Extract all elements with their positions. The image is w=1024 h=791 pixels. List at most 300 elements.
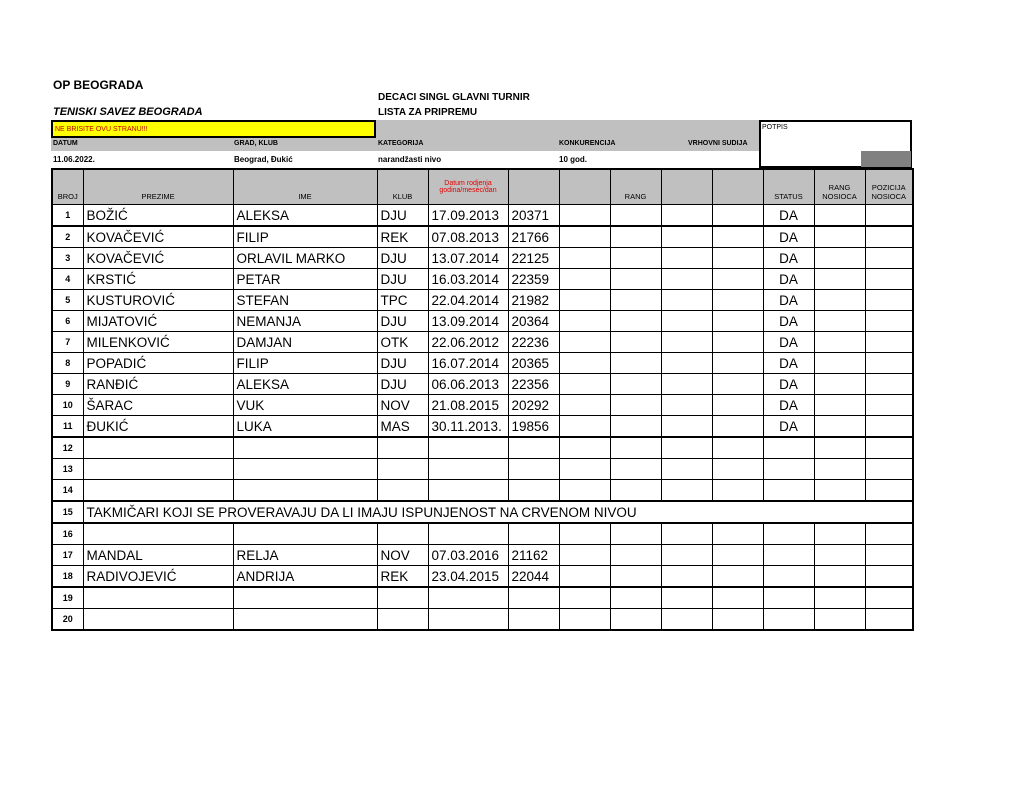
cell-id: 22356 <box>508 374 559 395</box>
col-pozicija-nosioca <box>865 169 913 205</box>
col-rang-nosioca <box>814 169 865 205</box>
col-rang: RANG <box>610 169 661 205</box>
table-row <box>52 226 913 248</box>
cell-empty <box>661 480 712 502</box>
table-row <box>52 480 913 502</box>
table-body <box>52 205 913 631</box>
competition-value: 10 god. <box>559 155 588 164</box>
col-empty-1 <box>559 169 610 205</box>
cell-surname <box>83 459 233 480</box>
category-label: KATEGORIJA <box>378 140 424 147</box>
cell-empty <box>559 226 610 248</box>
cell-surname: POPADIĆ <box>83 353 233 374</box>
cell-empty <box>559 205 610 227</box>
cell-id <box>508 437 559 459</box>
cell-dob <box>428 609 508 631</box>
gray-cell <box>861 151 911 167</box>
row-number: 8 <box>52 353 83 374</box>
cell-status: DA <box>763 395 814 416</box>
cell-surname <box>83 523 233 545</box>
cell-status: DA <box>763 416 814 438</box>
cell-empty <box>661 523 712 545</box>
col-status: STATUS <box>763 169 814 205</box>
table-row <box>52 609 913 631</box>
federation-title: TENISKI SAVEZ BEOGRADA <box>53 106 203 118</box>
cell-pozicija-nosioca <box>865 480 913 502</box>
cell-rang <box>610 395 661 416</box>
row-number: 13 <box>52 459 83 480</box>
row-number: 16 <box>52 523 83 545</box>
cell-rang <box>610 290 661 311</box>
cell-empty <box>559 395 610 416</box>
cell-empty <box>559 353 610 374</box>
cell-club: DJU <box>377 353 428 374</box>
cell-club <box>377 587 428 609</box>
cell-rang-nosioca <box>814 395 865 416</box>
table-row <box>52 501 913 523</box>
cell-dob <box>428 480 508 502</box>
cell-empty <box>661 609 712 631</box>
cell-id: 22044 <box>508 566 559 588</box>
cell-empty <box>712 311 763 332</box>
cell-empty <box>661 416 712 438</box>
cell-club <box>377 437 428 459</box>
row-number: 9 <box>52 374 83 395</box>
table-row <box>52 587 913 609</box>
city-club-value: Beograd, Đukić <box>234 155 293 164</box>
cell-empty <box>712 248 763 269</box>
poz-nos-1: POZICIJA <box>871 183 906 192</box>
cell-dob <box>428 523 508 545</box>
cell-empty <box>712 545 763 566</box>
cell-pozicija-nosioca <box>865 332 913 353</box>
cell-id <box>508 609 559 631</box>
cell-status: DA <box>763 332 814 353</box>
cell-surname: BOŽIĆ <box>83 205 233 227</box>
cell-name: ALEKSA <box>233 205 377 227</box>
row-number: 11 <box>52 416 83 438</box>
cell-pozicija-nosioca <box>865 226 913 248</box>
date-label: DATUM <box>53 140 78 147</box>
cell-pozicija-nosioca <box>865 609 913 631</box>
cell-empty <box>712 587 763 609</box>
cell-name: ALEKSA <box>233 374 377 395</box>
cell-club: DJU <box>377 311 428 332</box>
cell-name: STEFAN <box>233 290 377 311</box>
table-row <box>52 566 913 588</box>
cell-id: 20371 <box>508 205 559 227</box>
cell-rang <box>610 311 661 332</box>
cell-status: DA <box>763 290 814 311</box>
cell-status: DA <box>763 269 814 290</box>
dob-line2: godina/mesec/dan <box>439 187 497 194</box>
cell-rang <box>610 226 661 248</box>
cell-empty <box>559 459 610 480</box>
cell-empty <box>712 353 763 374</box>
cell-empty <box>712 416 763 438</box>
cell-name: VUK <box>233 395 377 416</box>
cell-dob: 23.04.2015 <box>428 566 508 588</box>
cell-empty <box>559 416 610 438</box>
cell-pozicija-nosioca <box>865 395 913 416</box>
cell-dob: 13.09.2014 <box>428 311 508 332</box>
cell-pozicija-nosioca <box>865 205 913 227</box>
cell-status: DA <box>763 205 814 227</box>
cell-id <box>508 523 559 545</box>
cell-pozicija-nosioca <box>865 290 913 311</box>
cell-rang-nosioca <box>814 205 865 227</box>
cell-id <box>508 587 559 609</box>
table-row <box>52 248 913 269</box>
cell-dob: 06.06.2013 <box>428 374 508 395</box>
cell-empty <box>559 248 610 269</box>
cell-empty <box>559 545 610 566</box>
cell-rang <box>610 459 661 480</box>
col-empty-3 <box>712 169 763 205</box>
col-ime: IME <box>233 169 377 205</box>
cell-empty <box>712 480 763 502</box>
cell-rang <box>610 609 661 631</box>
row-number: 15 <box>52 501 83 523</box>
cell-club: MAS <box>377 416 428 438</box>
table-row <box>52 545 913 566</box>
cell-dob: 30.11.2013. <box>428 416 508 438</box>
row-number: 1 <box>52 205 83 227</box>
cell-rang-nosioca <box>814 226 865 248</box>
cell-pozicija-nosioca <box>865 566 913 588</box>
table-row <box>52 374 913 395</box>
cell-empty <box>712 395 763 416</box>
cell-empty <box>559 269 610 290</box>
cell-rang-nosioca <box>814 311 865 332</box>
row-number: 18 <box>52 566 83 588</box>
cell-surname: MILENKOVIĆ <box>83 332 233 353</box>
cell-dob: 22.06.2012 <box>428 332 508 353</box>
cell-dob <box>428 437 508 459</box>
table-row <box>52 395 913 416</box>
cell-id <box>508 480 559 502</box>
cell-rang <box>610 353 661 374</box>
cell-empty <box>661 311 712 332</box>
row-number: 20 <box>52 609 83 631</box>
cell-pozicija-nosioca <box>865 587 913 609</box>
table-row <box>52 269 913 290</box>
cell-empty <box>661 353 712 374</box>
cell-pozicija-nosioca <box>865 269 913 290</box>
cell-rang <box>610 374 661 395</box>
cell-club: DJU <box>377 374 428 395</box>
cell-id: 22236 <box>508 332 559 353</box>
col-id <box>508 169 559 205</box>
competition-label: KONKURENCIJA <box>559 140 616 147</box>
cell-status <box>763 437 814 459</box>
cell-empty <box>712 374 763 395</box>
cell-dob: 07.03.2016 <box>428 545 508 566</box>
cell-club <box>377 480 428 502</box>
cell-status <box>763 545 814 566</box>
cell-pozicija-nosioca <box>865 459 913 480</box>
cell-empty <box>661 587 712 609</box>
cell-club <box>377 609 428 631</box>
cell-rang-nosioca <box>814 248 865 269</box>
cell-dob: 07.08.2013 <box>428 226 508 248</box>
cell-status: DA <box>763 311 814 332</box>
cell-dob: 22.04.2014 <box>428 290 508 311</box>
cell-rang <box>610 332 661 353</box>
cell-empty <box>559 290 610 311</box>
signature-label: POTPIS <box>762 124 788 131</box>
col-dob <box>428 169 508 205</box>
cell-club: NOV <box>377 395 428 416</box>
player-table <box>51 168 914 631</box>
cell-name: LUKA <box>233 416 377 438</box>
cell-club: DJU <box>377 205 428 227</box>
cell-name <box>233 437 377 459</box>
cell-rang-nosioca <box>814 566 865 588</box>
cell-dob: 21.08.2015 <box>428 395 508 416</box>
cell-empty <box>712 609 763 631</box>
cell-club: DJU <box>377 269 428 290</box>
dob-line1: Datum rodjenja <box>444 180 492 187</box>
cell-dob: 16.03.2014 <box>428 269 508 290</box>
col-broj: BROJ <box>52 169 83 205</box>
cell-status <box>763 587 814 609</box>
cell-rang <box>610 480 661 502</box>
row-number: 14 <box>52 480 83 502</box>
cell-name <box>233 523 377 545</box>
cell-status <box>763 609 814 631</box>
organization-title: OP BEOGRADA <box>53 78 144 92</box>
cell-club <box>377 459 428 480</box>
row-number: 17 <box>52 545 83 566</box>
cell-empty <box>661 226 712 248</box>
cell-rang <box>610 523 661 545</box>
cell-name: ANDRIJA <box>233 566 377 588</box>
cell-club: NOV <box>377 545 428 566</box>
cell-pozicija-nosioca <box>865 545 913 566</box>
cell-dob: 17.09.2013 <box>428 205 508 227</box>
cell-pozicija-nosioca <box>865 374 913 395</box>
cell-id: 20292 <box>508 395 559 416</box>
cell-surname: KRSTIĆ <box>83 269 233 290</box>
table-row <box>52 205 913 227</box>
cell-rang-nosioca <box>814 480 865 502</box>
cell-name <box>233 480 377 502</box>
row-number: 5 <box>52 290 83 311</box>
cell-empty <box>661 395 712 416</box>
cell-pozicija-nosioca <box>865 523 913 545</box>
col-klub: KLUB <box>377 169 428 205</box>
cell-status: DA <box>763 226 814 248</box>
cell-empty <box>712 523 763 545</box>
row-number: 3 <box>52 248 83 269</box>
cell-empty <box>559 311 610 332</box>
cell-empty <box>661 437 712 459</box>
cell-dob: 16.07.2014 <box>428 353 508 374</box>
cell-id: 19856 <box>508 416 559 438</box>
cell-id: 22359 <box>508 269 559 290</box>
cell-surname: MIJATOVIĆ <box>83 311 233 332</box>
cell-surname: KOVAČEVIĆ <box>83 248 233 269</box>
cell-empty <box>661 374 712 395</box>
cell-empty <box>559 374 610 395</box>
cell-empty <box>559 523 610 545</box>
cell-surname: RADIVOJEVIĆ <box>83 566 233 588</box>
tournament-title: DECACI SINGL GLAVNI TURNIR <box>378 92 530 103</box>
cell-empty <box>661 248 712 269</box>
cell-surname: MANDAL <box>83 545 233 566</box>
cell-pozicija-nosioca <box>865 353 913 374</box>
cell-surname: ĐUKIĆ <box>83 416 233 438</box>
cell-empty <box>712 269 763 290</box>
col-prezime: PREZIME <box>83 169 233 205</box>
cell-pozicija-nosioca <box>865 311 913 332</box>
cell-rang-nosioca <box>814 416 865 438</box>
cell-empty <box>559 609 610 631</box>
cell-id: 20364 <box>508 311 559 332</box>
cell-empty <box>712 459 763 480</box>
cell-surname <box>83 587 233 609</box>
rang-nos-1: RANG <box>828 183 851 192</box>
cell-surname <box>83 609 233 631</box>
cell-club: OTK <box>377 332 428 353</box>
cell-club: REK <box>377 566 428 588</box>
cell-rang <box>610 566 661 588</box>
list-title: LISTA ZA PRIPREMU <box>378 107 478 118</box>
cell-status: DA <box>763 353 814 374</box>
cell-rang <box>610 269 661 290</box>
cell-name: RELJA <box>233 545 377 566</box>
cell-dob <box>428 587 508 609</box>
cell-status <box>763 523 814 545</box>
col-empty-2 <box>661 169 712 205</box>
cell-status <box>763 480 814 502</box>
row-number: 10 <box>52 395 83 416</box>
cell-empty <box>559 332 610 353</box>
table-row <box>52 332 913 353</box>
cell-empty <box>712 332 763 353</box>
cell-id: 21766 <box>508 226 559 248</box>
city-club-label: GRAD, KLUB <box>234 140 278 147</box>
cell-name <box>233 587 377 609</box>
cell-name: DAMJAN <box>233 332 377 353</box>
cell-empty <box>712 437 763 459</box>
cell-surname <box>83 437 233 459</box>
cell-rang-nosioca <box>814 609 865 631</box>
table-header-row <box>52 169 913 205</box>
cell-rang-nosioca <box>814 269 865 290</box>
cell-name: PETAR <box>233 269 377 290</box>
cell-empty <box>661 545 712 566</box>
cell-club: TPC <box>377 290 428 311</box>
cell-empty <box>559 587 610 609</box>
warning-box: NE BRISITE OVU STRANU!!! <box>51 120 376 138</box>
cell-id <box>508 459 559 480</box>
cell-empty <box>661 205 712 227</box>
cell-empty <box>559 480 610 502</box>
cell-pozicija-nosioca <box>865 416 913 438</box>
cell-rang-nosioca <box>814 459 865 480</box>
cell-empty <box>661 459 712 480</box>
cell-rang <box>610 248 661 269</box>
cell-dob <box>428 459 508 480</box>
table-row <box>52 290 913 311</box>
cell-club: REK <box>377 226 428 248</box>
row-number: 19 <box>52 587 83 609</box>
date-value: 11.06.2022. <box>53 155 95 164</box>
cell-empty <box>661 332 712 353</box>
rang-nos-2: NOSIOCA <box>822 192 857 201</box>
table-row <box>52 437 913 459</box>
table-row <box>52 523 913 545</box>
table-row <box>52 459 913 480</box>
row-number: 4 <box>52 269 83 290</box>
row-note: TAKMIČARI KOJI SE PROVERAVAJU DA LI IMAJU ISPUNJENOST NA CRVENOM NIVOU <box>83 501 913 523</box>
cell-id: 21162 <box>508 545 559 566</box>
row-number: 12 <box>52 437 83 459</box>
cell-status <box>763 459 814 480</box>
cell-surname: RANĐIĆ <box>83 374 233 395</box>
cell-surname <box>83 480 233 502</box>
cell-rang <box>610 437 661 459</box>
cell-rang <box>610 416 661 438</box>
cell-rang-nosioca <box>814 332 865 353</box>
table-row <box>52 416 913 438</box>
cell-id: 20365 <box>508 353 559 374</box>
cell-rang <box>610 545 661 566</box>
cell-rang-nosioca <box>814 353 865 374</box>
cell-surname: KOVAČEVIĆ <box>83 226 233 248</box>
cell-rang-nosioca <box>814 374 865 395</box>
cell-empty <box>661 566 712 588</box>
cell-club: DJU <box>377 248 428 269</box>
cell-surname: ŠARAC <box>83 395 233 416</box>
cell-name: FILIP <box>233 353 377 374</box>
cell-name: FILIP <box>233 226 377 248</box>
referee-label: VRHOVNI SUDIJA <box>688 140 748 147</box>
poz-nos-2: NOSIOCA <box>871 192 907 201</box>
cell-rang-nosioca <box>814 545 865 566</box>
cell-rang <box>610 205 661 227</box>
table-row <box>52 311 913 332</box>
cell-name: ORLAVIL MARKO <box>233 248 377 269</box>
cell-empty <box>661 290 712 311</box>
cell-surname: KUSTUROVIĆ <box>83 290 233 311</box>
cell-empty <box>661 269 712 290</box>
category-value: narandžasti nivo <box>378 155 442 164</box>
cell-status: DA <box>763 248 814 269</box>
cell-empty <box>712 205 763 227</box>
cell-rang-nosioca <box>814 437 865 459</box>
table-row <box>52 353 913 374</box>
cell-id: 21982 <box>508 290 559 311</box>
cell-empty <box>712 226 763 248</box>
cell-club <box>377 523 428 545</box>
cell-empty <box>712 290 763 311</box>
cell-dob: 13.07.2014 <box>428 248 508 269</box>
cell-id: 22125 <box>508 248 559 269</box>
cell-status: DA <box>763 374 814 395</box>
cell-name <box>233 459 377 480</box>
row-number: 2 <box>52 226 83 248</box>
cell-rang-nosioca <box>814 587 865 609</box>
cell-rang-nosioca <box>814 290 865 311</box>
cell-empty <box>712 566 763 588</box>
cell-empty <box>559 437 610 459</box>
cell-pozicija-nosioca <box>865 437 913 459</box>
row-number: 7 <box>52 332 83 353</box>
cell-pozicija-nosioca <box>865 248 913 269</box>
